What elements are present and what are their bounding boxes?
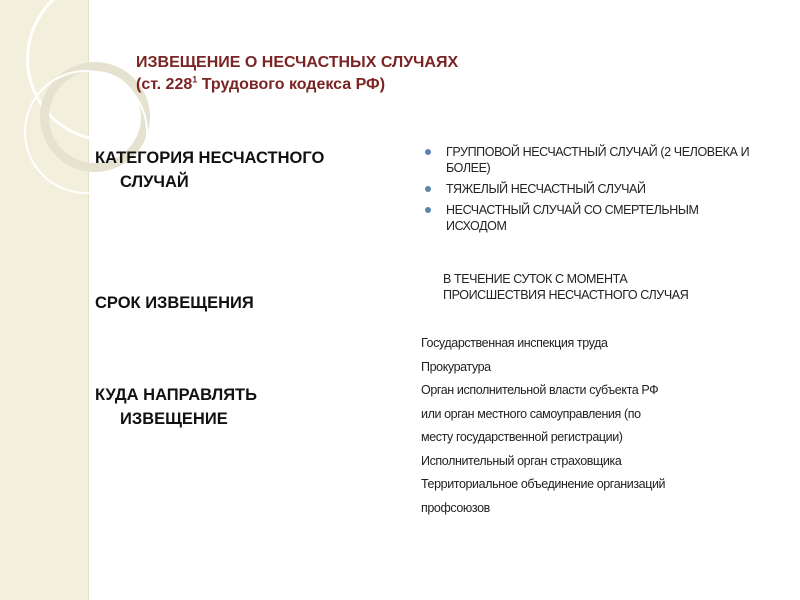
list-item: месту государственной регистрации) <box>421 430 623 444</box>
category-label <box>95 146 375 194</box>
list-item: Государственная инспекция труда <box>421 336 608 350</box>
term-label-line1: СРОК ИЗВЕЩЕНИЯ <box>95 294 254 312</box>
notification-term-line2: ПРОИСШЕСТВИЯ НЕСЧАСТНОГО СЛУЧАЯ <box>443 288 689 302</box>
notification-term-line1: В ТЕЧЕНИЕ СУТОК С МОМЕНТА <box>443 272 628 286</box>
list-item <box>422 181 762 197</box>
term-label <box>95 291 375 315</box>
slide-title <box>136 52 458 96</box>
list-item: Прокуратура <box>421 359 491 374</box>
category-label-line2: СЛУЧАЙ <box>120 173 189 191</box>
slide-title-superscript: 1 <box>192 74 198 85</box>
notification-term <box>443 271 773 303</box>
list-item-text: НЕСЧАСТНЫЙ СЛУЧАЙ СО СМЕРТЕЛЬНЫМ ИСХОДОМ <box>446 203 699 233</box>
list-item-text: ГРУППОВОЙ НЕСЧАСТНЫЙ СЛУЧАЙ (2 ЧЕЛОВЕКА И БОЛЕЕ) <box>446 145 750 175</box>
list-item: или орган местного самоуправления (по <box>421 406 641 421</box>
slide-title-line1: ИЗВЕЩЕНИЕ О НЕСЧАСТНЫХ СЛУЧАЯХ <box>136 54 459 71</box>
list-item-text: ТЯЖЕЛЫЙ НЕСЧАСТНЫЙ СЛУЧАЙ <box>446 182 646 196</box>
bullet-icon <box>425 149 431 155</box>
destination-label-line2: ИЗВЕЩЕНИЕ <box>120 410 228 428</box>
slide-title-prefix: (ст. 228 <box>136 76 193 93</box>
destination-label <box>95 383 375 431</box>
list-item <box>422 144 762 176</box>
list-item: Орган исполнительной власти субъекта РФ <box>421 383 659 397</box>
bullet-icon <box>425 186 431 192</box>
list-item: Исполнительный орган страховщика <box>421 453 622 468</box>
recipient-list <box>421 333 761 521</box>
category-label-line1: КАТЕГОРИЯ НЕСЧАСТНОГО <box>95 149 325 167</box>
list-item: профсоюзов <box>421 500 490 515</box>
slide-title-line2 <box>136 74 458 96</box>
list-item <box>422 202 762 234</box>
slide-title-suffix: Трудового кодекса РФ) <box>197 76 386 93</box>
list-item: Территориальное объединение организаций <box>421 477 666 491</box>
destination-label-line1: КУДА НАПРАВЛЯТЬ <box>95 386 257 404</box>
accident-type-list <box>422 144 762 239</box>
bullet-icon <box>425 207 431 213</box>
